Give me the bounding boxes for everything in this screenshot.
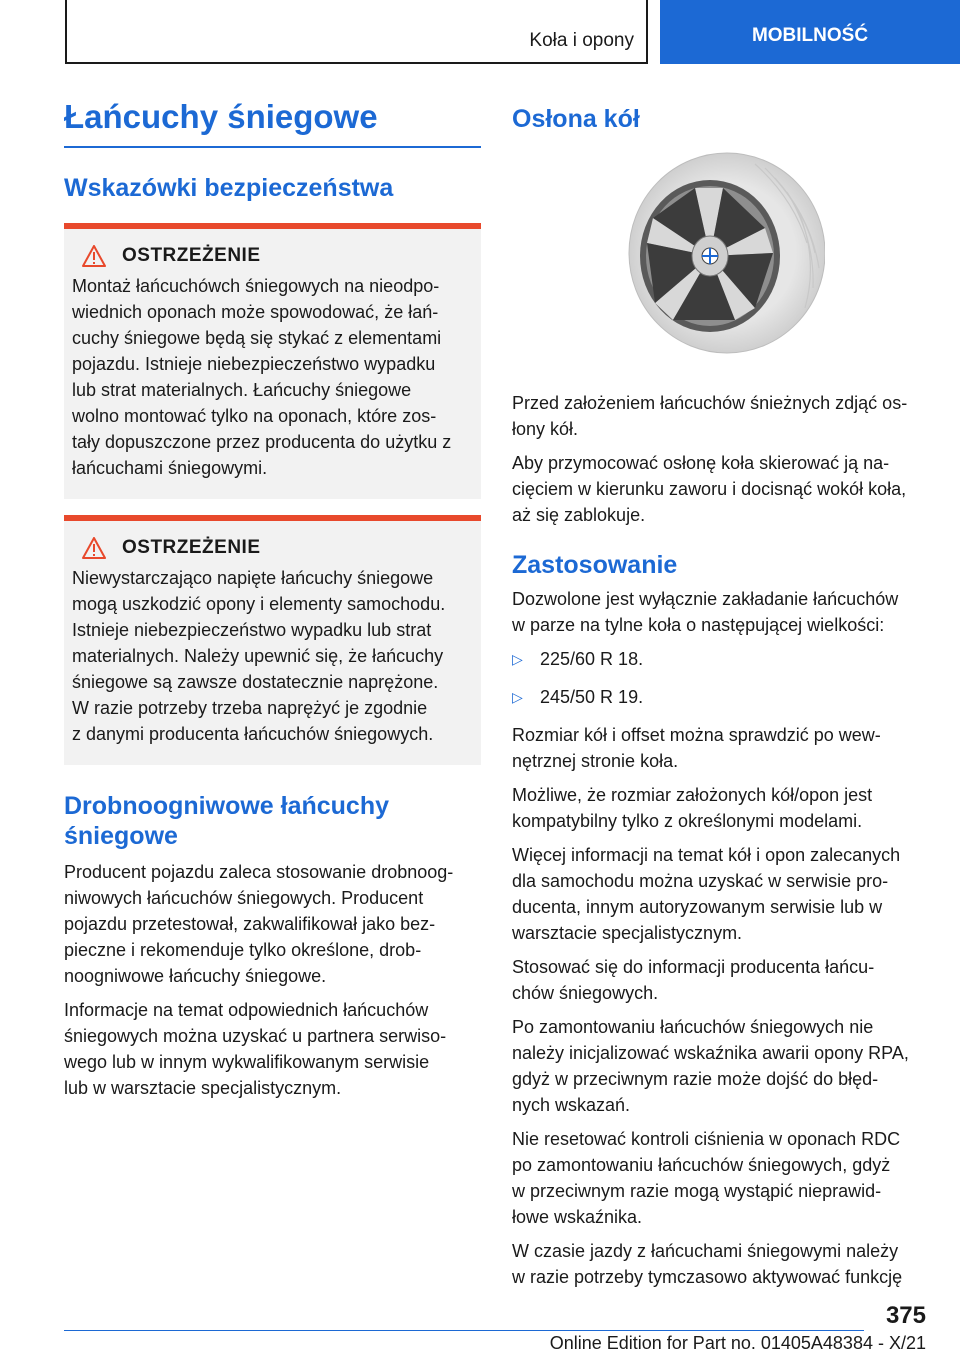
page-title: Łańcuchy śniegowe — [64, 98, 481, 148]
left-column — [64, 98, 481, 1109]
text-line: wego lub w innym wykwalifikowanym serwisie — [64, 1052, 430, 1072]
text-line: ducenta, innym autoryzowanym serwisie lub w — [512, 897, 883, 917]
text-line: łańcuchami śniegowymi. — [72, 458, 268, 478]
text-line: cięciem w kierunku zaworu i docisnąć wokół koła, — [512, 479, 907, 499]
text-line: w razie potrzeby tymczasowo aktywować funkcję — [512, 1267, 903, 1287]
list-item — [512, 646, 928, 672]
paragraph-compatibility — [512, 782, 928, 834]
text-line: łony kół. — [512, 419, 579, 439]
text-line: z danymi producenta łańcuchów śniegowych. — [72, 724, 434, 744]
paragraph-allowed — [512, 586, 928, 638]
safety-subtitle: Wskazówki bezpieczeństwa — [64, 174, 394, 202]
text-line: w parze na tylne koła o następującej wielkości: — [512, 615, 885, 635]
text-line: Stosować się do informacji producenta łańcu- — [512, 957, 875, 977]
text-line: chów śniegowych. — [512, 983, 659, 1003]
footer-edition: Online Edition for Part no. 01405A48384 - X/21 — [549, 1333, 926, 1353]
usage-section-title: Zastosowanie — [512, 551, 678, 579]
text-line: pieczne i rekomenduje tylko określone, drob- — [64, 940, 422, 960]
text-line: wiednich oponach może spowodować, że łań- — [72, 302, 439, 322]
paragraph-information — [64, 997, 481, 1101]
warning-label: OSTRZEŻENIE — [122, 245, 261, 266]
text-line: nętrznej stronie koła. — [512, 751, 679, 771]
warning-triangle-icon — [82, 245, 106, 267]
text-line: lub strat materialnych. Łańcuchy śniegowe — [72, 380, 412, 400]
text-line: niwowych łańcuchów śniegowych. Producent — [64, 888, 424, 908]
text-line: kompatybilny tylko z określonymi modelami. — [512, 811, 863, 831]
text-line: dla samochodu można uzyskać w serwisie pro- — [512, 871, 889, 891]
text-line: Dozwolone jest wyłącznie zakładanie łańcuchów — [512, 589, 899, 609]
header-section-box — [65, 0, 648, 64]
text-line: śniegowe są zawsze dostatecznie naprężone. — [72, 672, 439, 692]
wheel-with-cover-image — [615, 148, 825, 358]
text-line: Informacje na temat odpowiednich łańcuchów — [64, 1000, 429, 1020]
text-line: w przeciwnym razie mogą wystąpić nieprawid- — [512, 1181, 882, 1201]
header-section-label: Koła i opony — [529, 30, 634, 51]
triangle-bullet-icon: ▷ — [512, 689, 523, 705]
text-line: materialnych. Należy upewnić się, że łańcuchy — [72, 646, 444, 666]
footer-divider — [64, 1330, 864, 1331]
text-line: nych wskazań. — [512, 1095, 631, 1115]
tire-size: 245/50 R 19. — [540, 687, 644, 707]
section-title-line: Drobnoogniwowe łańcuchy — [64, 792, 390, 820]
text-line: pojazdu. Istnieje niebezpieczeństwo wypadku — [72, 354, 436, 374]
text-line: cuchy śniegowe będą się stykać z elementami — [72, 328, 442, 348]
text-line: lub w warsztacie specjalistycznym. — [64, 1078, 342, 1098]
text-line: Aby przymocować osłonę koła skierować ją na- — [512, 453, 890, 473]
text-line: Po zamontowaniu łańcuchów śniegowych nie — [512, 1017, 874, 1037]
text-line: W czasie jazdy z łańcuchami śniegowymi należy — [512, 1241, 899, 1261]
text-line: Montaż łańcuchówch śniegowych na nieodpo- — [72, 276, 440, 296]
tire-size: 225/60 R 18. — [540, 649, 644, 669]
page-number: 375 — [885, 1302, 926, 1329]
text-line: Więcej informacji na temat kół i opon zalecanych — [512, 845, 901, 865]
text-line: Producent pojazdu zaleca stosowanie drobnoog- — [64, 862, 454, 882]
paragraph-rpa — [512, 1014, 928, 1118]
warning-text-2 — [72, 565, 473, 747]
paragraph-attach-cover — [512, 450, 928, 528]
text-line: Możliwe, że rozmiar założonych kół/opon jest — [512, 785, 873, 805]
list-item — [512, 684, 928, 710]
text-line: tały dopuszczone przez producenta do użytku z — [72, 432, 452, 452]
text-line: mogą uszkodzić opony i elementy samochodu. — [72, 594, 446, 614]
text-line: Nie resetować kontroli ciśnienia w oponach RDC — [512, 1129, 901, 1149]
text-line: noogniwowe łańcuchy śniegowe. — [64, 966, 327, 986]
paragraph-driving — [512, 1238, 928, 1290]
text-line: Rozmiar kół i offset można sprawdzić po wew- — [512, 725, 881, 745]
text-line: Istnieje niebezpieczeństwo wypadku lub strat — [72, 620, 432, 640]
text-line: pojazdu przetestował, zakwalifikował jako bez- — [64, 914, 436, 934]
text-line: Przed założeniem łańcuchów śnieżnych zdjąć os- — [512, 393, 908, 413]
paragraph-more-info — [512, 842, 928, 946]
triangle-bullet-icon: ▷ — [512, 651, 523, 667]
warning-label: OSTRZEŻENIE — [122, 537, 261, 558]
section-title-fine-link-chains — [64, 791, 481, 851]
warning-box-2 — [64, 515, 481, 765]
paragraph-rdc — [512, 1126, 928, 1230]
warning-box-1 — [64, 223, 481, 499]
text-line: wolno montować tylko na oponach, które zos- — [72, 406, 437, 426]
text-line: łowe wskaźnika. — [512, 1207, 643, 1227]
warning-text-1 — [72, 273, 473, 481]
right-column — [512, 98, 928, 1298]
text-line: aż się zablokuje. — [512, 505, 646, 525]
text-line: W razie potrzeby trzeba naprężyć je zgodnie — [72, 698, 428, 718]
text-line: Niewystarczająco napięte łańcuchy śniegowe — [72, 568, 434, 588]
paragraph-remove-covers — [512, 390, 928, 442]
text-line: po zamontowaniu łańcuchów śniegowych, gdyż — [512, 1155, 891, 1175]
section-title-line: śniegowe — [64, 822, 178, 850]
header-chapter-tab: MOBILNOŚĆ — [660, 0, 960, 64]
text-line: śniegowych można uzyskać u partnera serwiso- — [64, 1026, 447, 1046]
warning-triangle-icon — [82, 537, 106, 559]
text-line: warsztacie specjalistycznym. — [512, 923, 743, 943]
text-line: gdyż w przeciwnym razie może dojść do błęd- — [512, 1069, 879, 1089]
paragraph-check-size — [512, 722, 928, 774]
wheel-cover-title: Osłona kół — [512, 105, 640, 133]
paragraph-manufacturer-info — [512, 954, 928, 1006]
tire-size-list — [512, 646, 928, 710]
text-line: należy inicjalizować wskaźnika awarii opony RPA, — [512, 1043, 909, 1063]
paragraph-recommendation — [64, 859, 481, 989]
wheel-illustration — [512, 148, 928, 368]
